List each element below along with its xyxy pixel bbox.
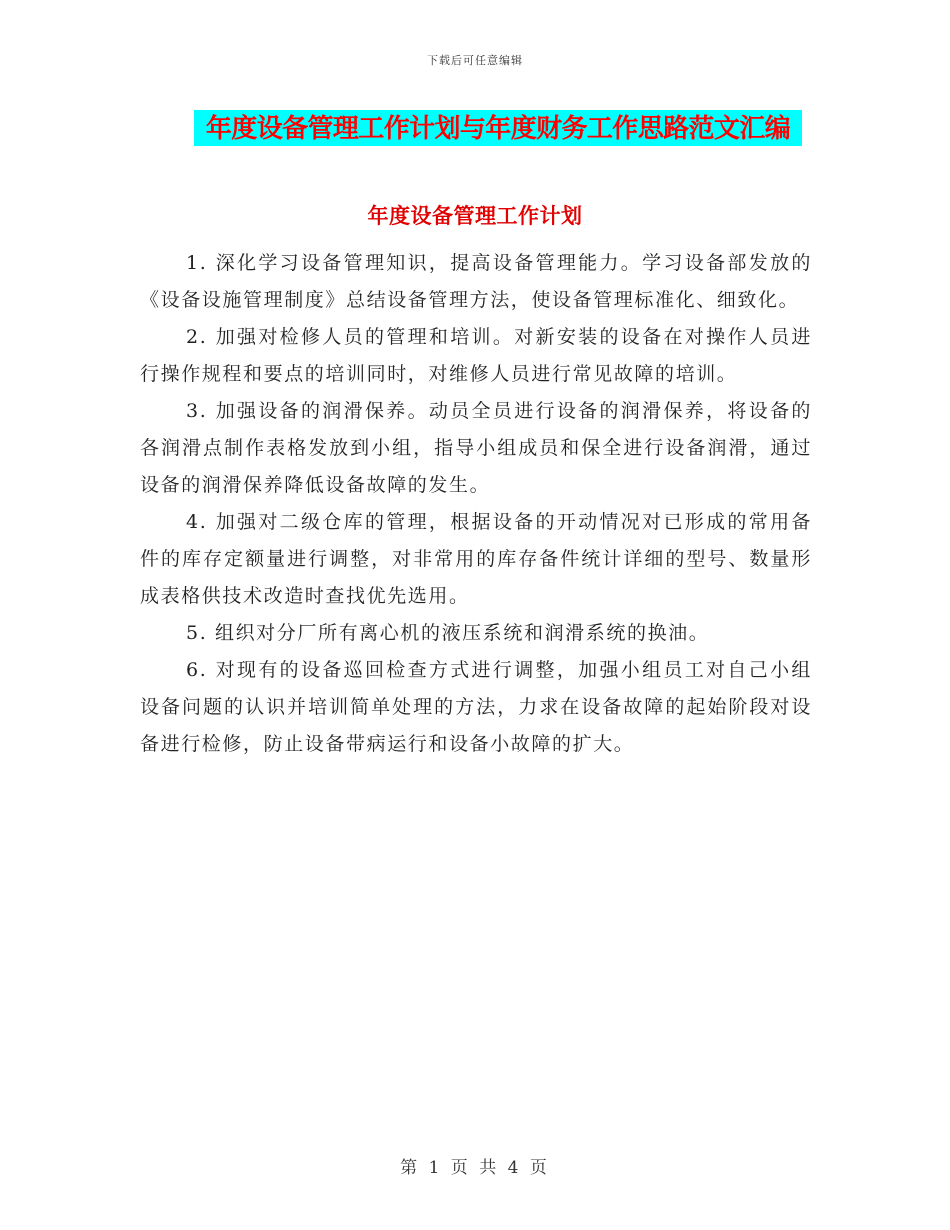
paragraph-1: 1. 深化学习设备管理知识，提高设备管理能力。学习设备部发放的《设备设施管理制度》总结设备管理方法，使设备管理标准化、细致化。 [140,252,812,311]
document-body [140,245,812,763]
paragraph-4: 4. 加强对二级仓库的管理，根据设备的开动情况对已形成的常用备件的库存定额量进行调整，对非常用的库存备件统计详细的型号、数量形成表格供技术改造时查找优先选用。 [140,511,812,607]
paragraph-5: 5. 组织对分厂所有离心机的液压系统和润滑系统的换油。 [186,622,710,644]
paragraph-2: 2. 加强对检修人员的管理和培训。对新安装的设备在对操作人员进行操作规程和要点的培训同时，对维修人员进行常见故障的培训。 [140,326,812,385]
paragraph-6: 6. 对现有的设备巡回检查方式进行调整，加强小组员工对自己小组设备问题的认识并培训简单处理的方法，力求在设备故障的起始阶段对设备进行检修，防止设备带病运行和设备小故障的扩大。 [140,659,812,755]
page-number: 第 1 页 共 4 页 [400,1158,550,1178]
page-header-note: 下载后可任意编辑 [427,54,523,67]
paragraph-3: 3. 加强设备的润滑保养。动员全员进行设备的润滑保养，将设备的各润滑点制作表格发放到小组，指导小组成员和保全进行设备润滑，通过设备的润滑保养降低设备故障的发生。 [140,400,812,496]
document-title: 年度设备管理工作计划与年度财务工作思路范文汇编 [205,114,791,144]
section-title: 年度设备管理工作计划 [367,204,583,228]
